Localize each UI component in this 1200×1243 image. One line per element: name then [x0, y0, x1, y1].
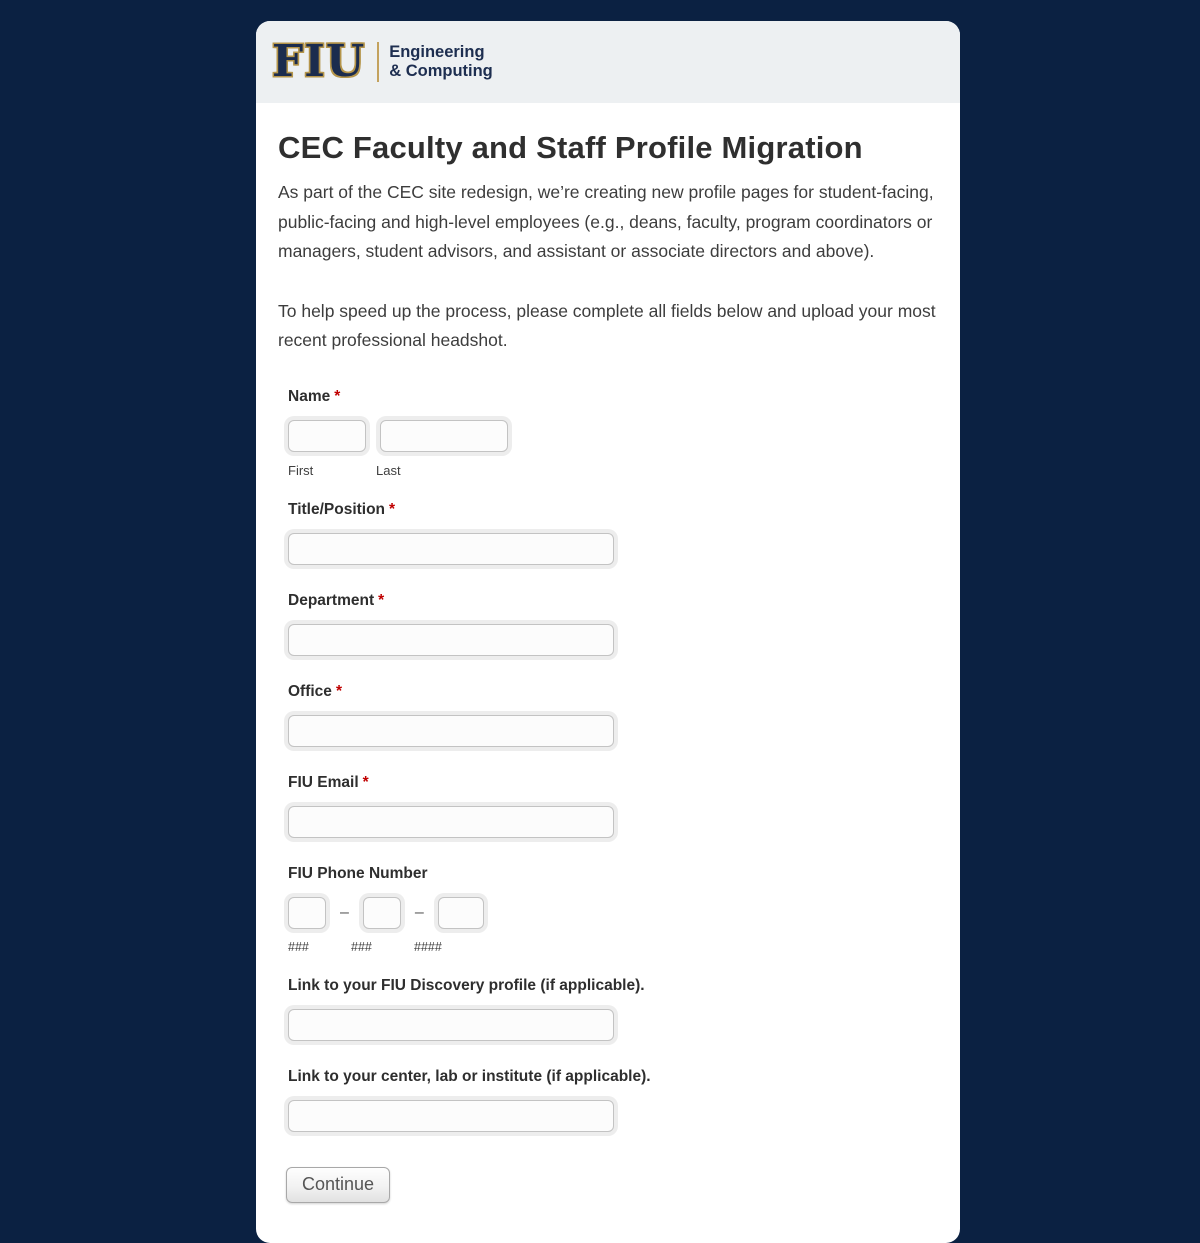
form-content — [256, 103, 960, 1243]
fiu-email-input-row — [284, 802, 938, 842]
first-name-sublabel: First — [288, 462, 314, 478]
discovery-link-input[interactable] — [288, 1009, 614, 1041]
first-name-input[interactable] — [288, 420, 366, 452]
fiu-phone-input-row — [284, 893, 938, 933]
name-label: Name * — [288, 387, 341, 405]
discovery-link-label: Link to your FIU Discovery profile (if applicable). — [288, 976, 645, 994]
department-input[interactable] — [288, 624, 614, 656]
phone-line-sublabel: #### — [414, 939, 442, 954]
title-position-input[interactable] — [288, 533, 614, 565]
office-input[interactable] — [288, 715, 614, 747]
brand-line2: & Computing — [389, 62, 493, 80]
phone-prefix-sublabel: ### — [351, 939, 372, 954]
required-asterisk: * — [362, 773, 369, 791]
page-background — [0, 21, 1200, 1221]
continue-button[interactable]: Continue — [286, 1167, 390, 1203]
phone-separator: – — [340, 903, 349, 921]
phone-area-sublabel: ### — [288, 939, 309, 954]
required-asterisk: * — [335, 682, 342, 700]
brand-text — [389, 43, 493, 81]
fiu-phone-sublabels — [288, 940, 938, 954]
logo-divider — [377, 42, 379, 82]
last-name-sublabel: Last — [376, 462, 401, 478]
phone-line-input[interactable] — [438, 897, 484, 929]
discovery-link-field — [288, 977, 938, 1045]
center-link-label: Link to your center, lab or institute (if applicable). — [288, 1067, 651, 1085]
phone-prefix-input[interactable] — [363, 897, 401, 929]
fiu-email-field — [288, 774, 938, 842]
continue-button-row — [286, 1167, 938, 1203]
name-input-row — [284, 416, 938, 456]
intro-paragraph-1: As part of the CEC site redesign, we’re creating new profile pages for student-facing, public-facing and high-level employees (e.g., deans, faculty, program coordinators or managers, student advisors, and assistant or associate directors and above). — [278, 182, 934, 261]
department-field — [288, 592, 938, 660]
name-field — [288, 388, 938, 478]
phone-area-input[interactable] — [288, 897, 326, 929]
name-sublabels — [288, 463, 938, 478]
brand-line1: Engineering — [389, 43, 485, 61]
required-asterisk: * — [334, 387, 341, 405]
office-field — [288, 683, 938, 751]
page-title: CEC Faculty and Staff Profile Migration — [278, 130, 863, 165]
fiu-phone-label: FIU Phone Number — [288, 864, 428, 882]
center-link-field — [288, 1068, 938, 1136]
title-position-label: Title/Position * — [288, 500, 396, 518]
last-name-input[interactable] — [380, 420, 508, 452]
fiu-phone-field — [288, 865, 938, 954]
fiu-logo-lockup — [272, 36, 493, 87]
center-link-input[interactable] — [288, 1100, 614, 1132]
intro-paragraph-2: To help speed up the process, please complete all fields below and upload your most recent professional headshot. — [278, 300, 936, 350]
title-position-field — [288, 501, 938, 569]
required-asterisk: * — [378, 591, 385, 609]
header-band — [256, 21, 960, 103]
fiu-email-label: FIU Email * — [288, 773, 369, 791]
title-position-input-row — [284, 529, 938, 569]
fiu-logo: FIU — [272, 36, 366, 87]
office-label: Office * — [288, 682, 342, 700]
center-link-input-row — [284, 1096, 938, 1136]
phone-separator: – — [414, 903, 424, 921]
profile-form — [288, 388, 938, 1203]
form-card — [256, 21, 960, 1243]
fiu-email-input[interactable] — [288, 806, 614, 838]
department-input-row — [284, 620, 938, 660]
required-asterisk: * — [389, 500, 396, 518]
department-label: Department * — [288, 591, 385, 609]
office-input-row — [284, 711, 938, 751]
discovery-link-input-row — [284, 1005, 938, 1045]
